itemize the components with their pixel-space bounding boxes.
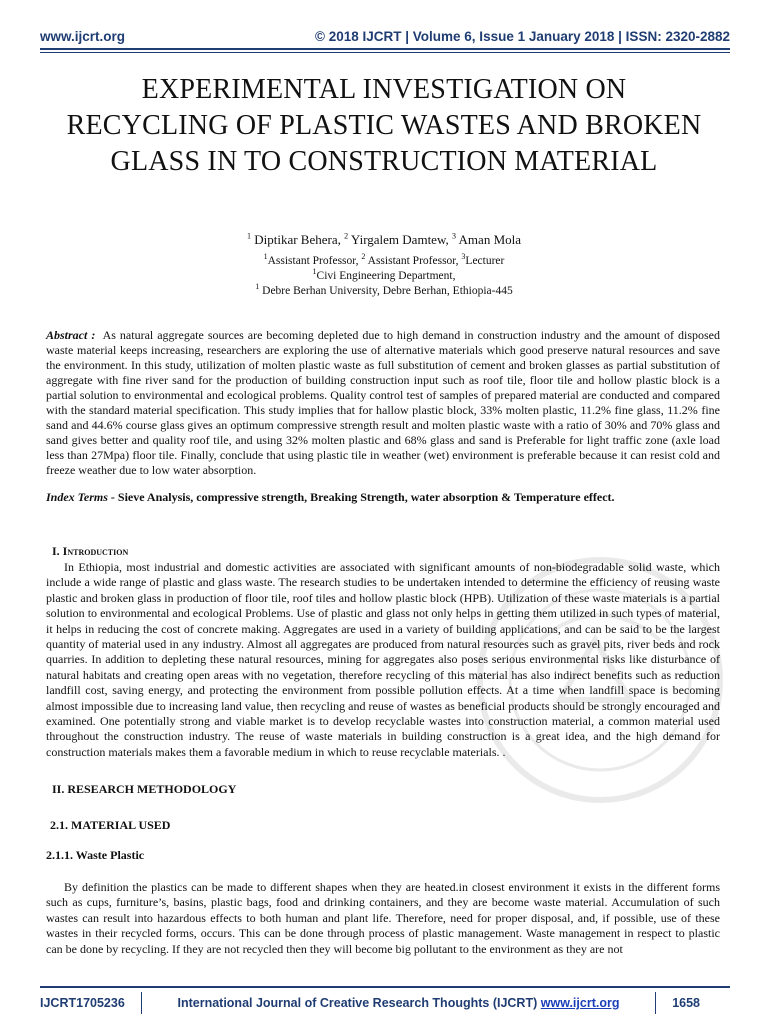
author-3: Aman Mola [458,232,522,247]
author-2: Yirgalem Damtew [350,232,446,247]
section-2-1-1-heading: 2.1.1. Waste Plastic [46,848,145,862]
journal-info: © 2018 IJCRT | Volume 6, Issue 1 January 2018 | ISSN: 2320-2882 [315,28,730,44]
index-terms-text: Sieve Analysis, compressive strength, Breaking Strength, water absorption & Temperature effect. [117,490,615,504]
author-1: Diptikar Behera [254,232,338,247]
department [0,267,768,282]
header-rule [40,48,730,50]
section-1-heading [52,544,128,559]
header-rule-thin [40,52,730,53]
abstract-text: As natural aggregate sources are becoming depleted due to high demand in construction industry and the amount of disposed waste material keeps increasing, researchers are exploring the use of alternative materials which good preserve natural resources and save the environment. In this study, utilization of molten plastic waste as full substitution of cement and broken glasses as partial substitution of aggregate with fine river sand for the production of building construction input such as roof tile, floor tile and hollow plastic block is a partial solution to environmental and ecological problems. Quality control test of samples of prepared material are conducted and compared with the standard material specification. This study implies that for hallow plastic block, 33% molten plastic, 11.2% fine glass, 11.2% fine sand and 44.6% course glass gives an optimum compressive strength result and molten plastic waste with a ratio of 30% and 70% glass and sand gives better and quality roof tile, and using 32% molten plastic and 68% glass and sand is Preferable for light traffic zone (axle load less than 27Mpa) floor tile. Finally, conclude that using plastic tile in weather (wet) environment is preferable because it can resist cold and freeze weather due to low water absorption. [46,328,720,477]
author-line: $^1$ Diptikar Behera, $^2$ Yirgalem Damtew, $^3$ Aman Mola [246,231,522,247]
role-2: Assistant Professor [367,255,456,267]
section-1-number: I. [52,544,60,558]
section-2-1-heading: 2.1. MATERIAL USED [50,818,171,832]
role-1-marker: 1 [263,252,268,262]
department-marker: 1 [312,267,317,277]
role-2-marker: 2 [361,252,366,262]
index-terms [46,490,720,505]
footer-journal [158,996,639,1010]
university-marker: 1 [255,282,260,292]
paper-id: IJCRT1705236 [40,996,125,1010]
journal-name: International Journal of Creative Research Thoughts (IJCRT) [177,996,538,1010]
author-1-marker: 1 [246,231,251,241]
abstract-label: Abstract : [46,328,96,342]
affiliation-roles: $^1$Assistant Professor, $^2$ Assistant Professor, $^3$Lecturer [263,252,505,267]
author-3-marker: 3 [452,231,456,241]
page-header [40,24,730,48]
university [0,282,768,297]
section-2-heading: II. RESEARCH METHODOLOGY [52,782,237,796]
university-text: Debre Berhan University, Debre Berhan, Ethiopia-445 [262,285,513,297]
page-number: 1658 [672,996,700,1010]
page-footer [40,992,730,1014]
site-url[interactable]: www.ijcrt.org [40,28,126,44]
department-text: Civi Engineering Department, [316,270,456,282]
role-3: Lecturer [465,255,505,267]
footer-url[interactable]: www.ijcrt.org [540,996,620,1010]
intro-paragraph: In Ethiopia, most industrial and domestic activities are associated with significant amounts of non-biodegradable solid waste, which include a wide range of plastic and glass waste. The research studies to be undertaken intended to determine the efficiency of reusing waste plastic and broken glass in production of floor tile, roof tiles and hollow plastic block (HPB). Utilization of these waste materials is a partial solution to environmental and ecological Problems. Use of plastic and glass not only helps in getting them utilized in such types of material, it helps in reducing the cost of concrete making. Aggregates are used in a variety of building applications, and can be said to be the largest quantity of material used in any industry. Almost all aggregates are produced from natural resources such as gravel pits, river beds and rock quarries. In addition to depleting these natural resources, mining for aggregates also poses serious environmental risks like disturbance of natural habitats and creating open areas with no vegetation, therefore recycling of this material has also indirect benefits such as reduction landfill cost, saving energy, and protecting the environment from possible pollution effects. At a time when landfill space is becoming almost impossible due to increasing land value, then recycling and reuse of wastes as beneficial products should be strongly encouraged and examined. One potentially strong and viable market is to develop recyclable wastes into construction material, a common material used throughout the construction industry. The reuse of waste materials in building construction is a great idea, and the high demand for construction materials makes them a favorable medium in which to reuse recyclable materials. . [46,560,720,759]
paper-title: EXPERIMENTAL INVESTIGATION ON RECYCLING OF PLASTIC WASTES AND BROKEN GLASS IN TO CONSTRUCTION MATERIAL [66,74,702,177]
waste-plastic-paragraph: By definition the plastics can be made to different shapes when they are heated.in closest environment it exists in the different forms such as cups, furniture’s, basins, plastic bags, food and drinking containers, and they are become waste material. Accumulation of such wastes can result into hazardous effects to both human and plant life. Therefore, need for proper disposal, and, if possible, use of these wastes in their recycled forms, occurs. This can be done through process of plastic management. Waste management in respect to plastic can be done by recycling. If they are not recycled then they will become big pollutant to the environment as they are not [46,880,720,956]
footer-divider [141,992,142,1014]
role-1: Assistant Professor [267,255,356,267]
footer-rule [40,986,730,988]
footer-divider-2 [655,992,656,1014]
index-terms-label: Index Terms - [46,490,115,504]
abstract [46,328,720,478]
author-2-marker: 2 [344,231,349,241]
role-3-marker: 3 [461,252,466,262]
section-1-title: Introduction [62,544,129,558]
